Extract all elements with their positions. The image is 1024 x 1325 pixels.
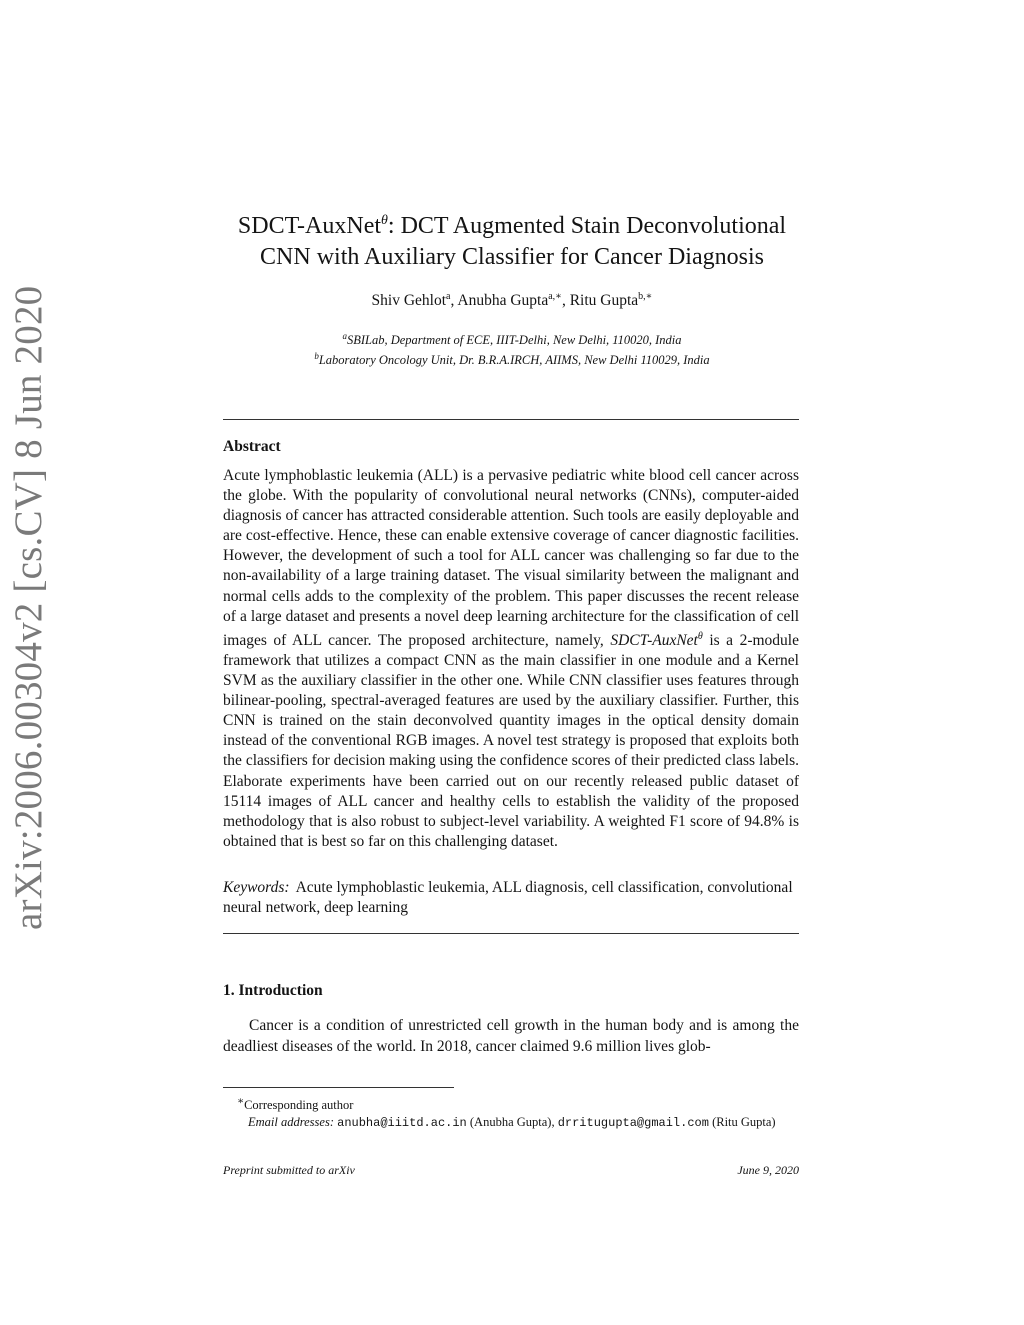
introduction-heading: 1. Introduction — [223, 982, 323, 999]
affiliation — [150, 348, 874, 368]
model-superscript: θ — [697, 630, 703, 642]
keywords-label: Keywords: — [223, 879, 290, 896]
keywords — [223, 878, 799, 918]
author-list — [150, 291, 874, 310]
title-line-2: CNN with Auxiliary Classifier for Cancer Diagnosis — [260, 244, 764, 270]
author — [457, 292, 569, 309]
email-link[interactable]: anubha@iiitd.ac.in — [337, 1116, 467, 1131]
abstract-bottom-rule — [223, 933, 799, 934]
author-separator: , — [450, 292, 458, 310]
title-superscript: θ — [381, 213, 388, 228]
model-name: SDCT-AuxNet — [610, 631, 698, 649]
abstract-text: is a 2-module framework that utilizes a compact CNN as the main classifier in one module and a Kernel SVM as the auxiliary classifier in the other one. While CNN classifier uses features through bilinear-pooling, spectral-averaged features are used by the auxiliary classifier. Further, this CNN is trained on the stain deconvolved quantity images in the optical density domain instead of the conventional RGB images. A novel test strategy is proposed that exploits both the classifiers for decision making using the confidence scores of their predicted class labels. Elaborate experiments have been carried out on our recently released public dataset of 15114 images of ALL cancer and healthy cells to establish the validity of the proposed methodology that is also robust to subject-level variability. A weighted F1 score of 94.8% is obtained that is best so far on this challenging dataset. — [223, 631, 799, 850]
abstract-text: Acute lymphoblastic leukemia (ALL) is a pervasive pediatric white blood cell cancer across the globe. With the popularity of convolutional neural networks (CNNs), computer-aided diagnosis of cancer has attracted considerable attention. Such tools are easily deployable and are cost-effective. Hence, these can enable extensive coverage of cancer diagnostic facilities. However, the development of such a tool for ALL cancer was challenging so far due to the non-availability of a large training dataset. The visual similarity between the malignant and normal cells adds to the complexity of the problem. This paper discusses the recent release of a large dataset and presents a novel deep learning architecture for the classification of cell images of ALL cancer. The proposed architecture, namely, — [223, 467, 799, 649]
footnote-marker: ∗ — [237, 1096, 245, 1107]
introduction-paragraph: Cancer is a condition of unrestricted cell growth in the human body and is among the deadliest diseases of the world. In 2018, cancer claimed 9.6 million lives glob- — [223, 1017, 799, 1055]
page-footer — [223, 1163, 799, 1178]
author-affiliation-mark: b,∗ — [638, 291, 653, 302]
keywords-text: Acute lymphoblastic leukemia, ALL diagnosis, cell classification, convolutional neural network, deep learning — [223, 879, 793, 916]
footer-preprint-note: Preprint submitted to arXiv — [223, 1163, 355, 1177]
affiliations — [150, 328, 874, 368]
email-label: Email addresses: — [248, 1115, 334, 1130]
footnote-rule — [223, 1087, 454, 1088]
paper-title — [150, 205, 874, 273]
author-name: Anubha Gupta — [457, 292, 549, 310]
abstract-top-rule — [223, 419, 799, 420]
title-text: : DCT Augmented Stain Deconvolutional — [387, 213, 787, 239]
author-name: Ritu Gupta — [569, 292, 639, 310]
author-separator: , — [561, 292, 570, 310]
footnote-text: Corresponding author — [244, 1098, 354, 1113]
email-link[interactable]: drritugupta@gmail.com — [557, 1116, 709, 1131]
abstract-body — [223, 466, 799, 852]
author-affiliation-mark: a,∗ — [548, 291, 562, 302]
affiliation-text: SBILab, Department of ECE, IIIT-Delhi, New Delhi, 110020, India — [346, 333, 682, 348]
abstract-heading: Abstract — [223, 438, 281, 455]
affiliation-mark: a — [342, 331, 347, 341]
affiliation-mark: b — [314, 351, 319, 362]
arxiv-identifier: arXiv:2006.00304v2 [cs.CV] 8 Jun 2020 — [7, 285, 50, 930]
author-affiliation-mark: a — [446, 291, 451, 302]
email-owner: (Anubha Gupta), — [469, 1115, 555, 1130]
footnotes — [223, 1093, 799, 1132]
email-owner: (Ritu Gupta) — [712, 1115, 776, 1130]
affiliation — [150, 328, 874, 348]
title-text: SDCT-AuxNet — [237, 213, 382, 239]
footer-date: June 9, 2020 — [737, 1163, 799, 1177]
corresponding-author-note — [223, 1093, 799, 1114]
author — [372, 292, 458, 309]
email-addresses — [223, 1114, 799, 1132]
affiliation-text: Laboratory Oncology Unit, Dr. B.R.A.IRCH, AIIMS, New Delhi 110029, India — [318, 353, 710, 368]
title-line-1 — [150, 205, 874, 242]
author-name: Shiv Gehlot — [371, 292, 447, 310]
author — [570, 292, 653, 309]
